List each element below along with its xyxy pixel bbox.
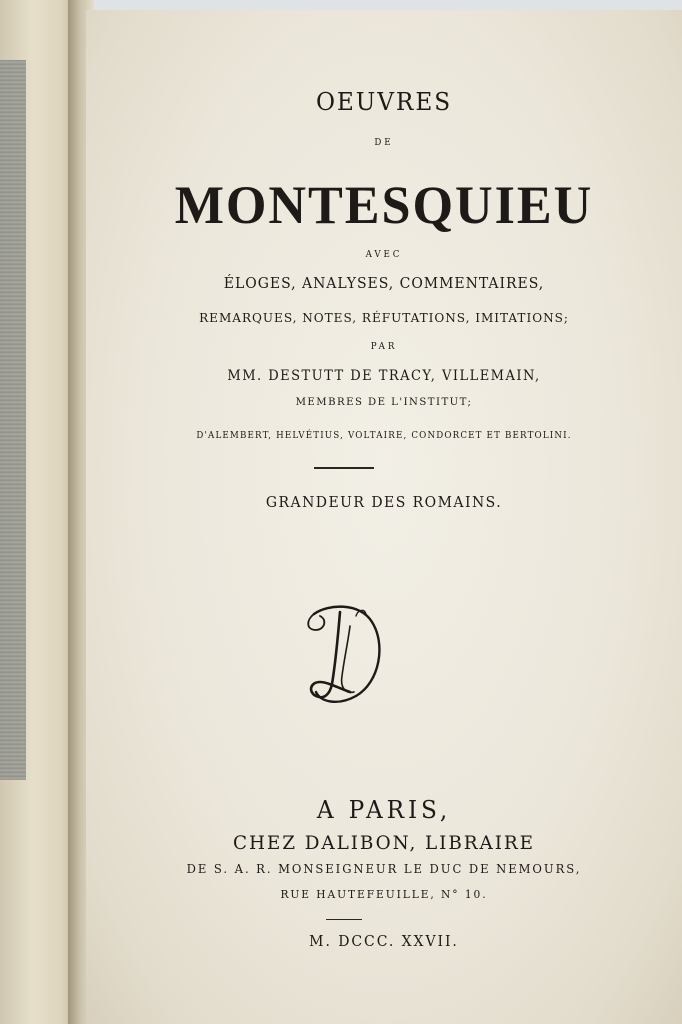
author-name: MONTESQUIEU (174, 175, 594, 235)
par-word: PAR (370, 342, 398, 352)
imprint-publisher: CHEZ DALIBON, LIBRAIRE (233, 832, 535, 854)
contents-line-2: REMARQUES, NOTES, RÉFUTATIONS, IMITATIONS; (199, 310, 569, 325)
imprint-address: RUE HAUTEFEUILLE, N° 10. (280, 888, 488, 901)
contents-line-1: ÉLOGES, ANALYSES, COMMENTAIRES, (223, 276, 545, 292)
imprint-place: A PARIS, (316, 796, 452, 824)
editors-line: MM. DESTUTT DE TRACY, VILLEMAIN, (227, 368, 541, 384)
imprint-patron: DE S. A. R. MONSEIGNEUR LE DUC DE NEMOURS, (186, 862, 582, 876)
imprint-year: M. DCCC. XXVII. (309, 934, 459, 950)
volume-title: GRANDEUR DES ROMAINS. (265, 495, 503, 511)
publisher-monogram-icon (294, 596, 394, 712)
facing-page-engraving (0, 60, 26, 780)
title-page (86, 10, 682, 1024)
imprint-divider (326, 919, 362, 920)
de-word: DE (374, 138, 394, 148)
editors-role: MEMBRES DE L'INSTITUT; (295, 396, 473, 408)
avec-word: AVEC (365, 250, 403, 260)
contributors-line: D'ALEMBERT, HELVÉTIUS, VOLTAIRE, CONDORCET ET BERTOLINI. (196, 431, 572, 441)
collection-title: OEUVRES (315, 88, 453, 116)
divider-rule (314, 467, 374, 469)
